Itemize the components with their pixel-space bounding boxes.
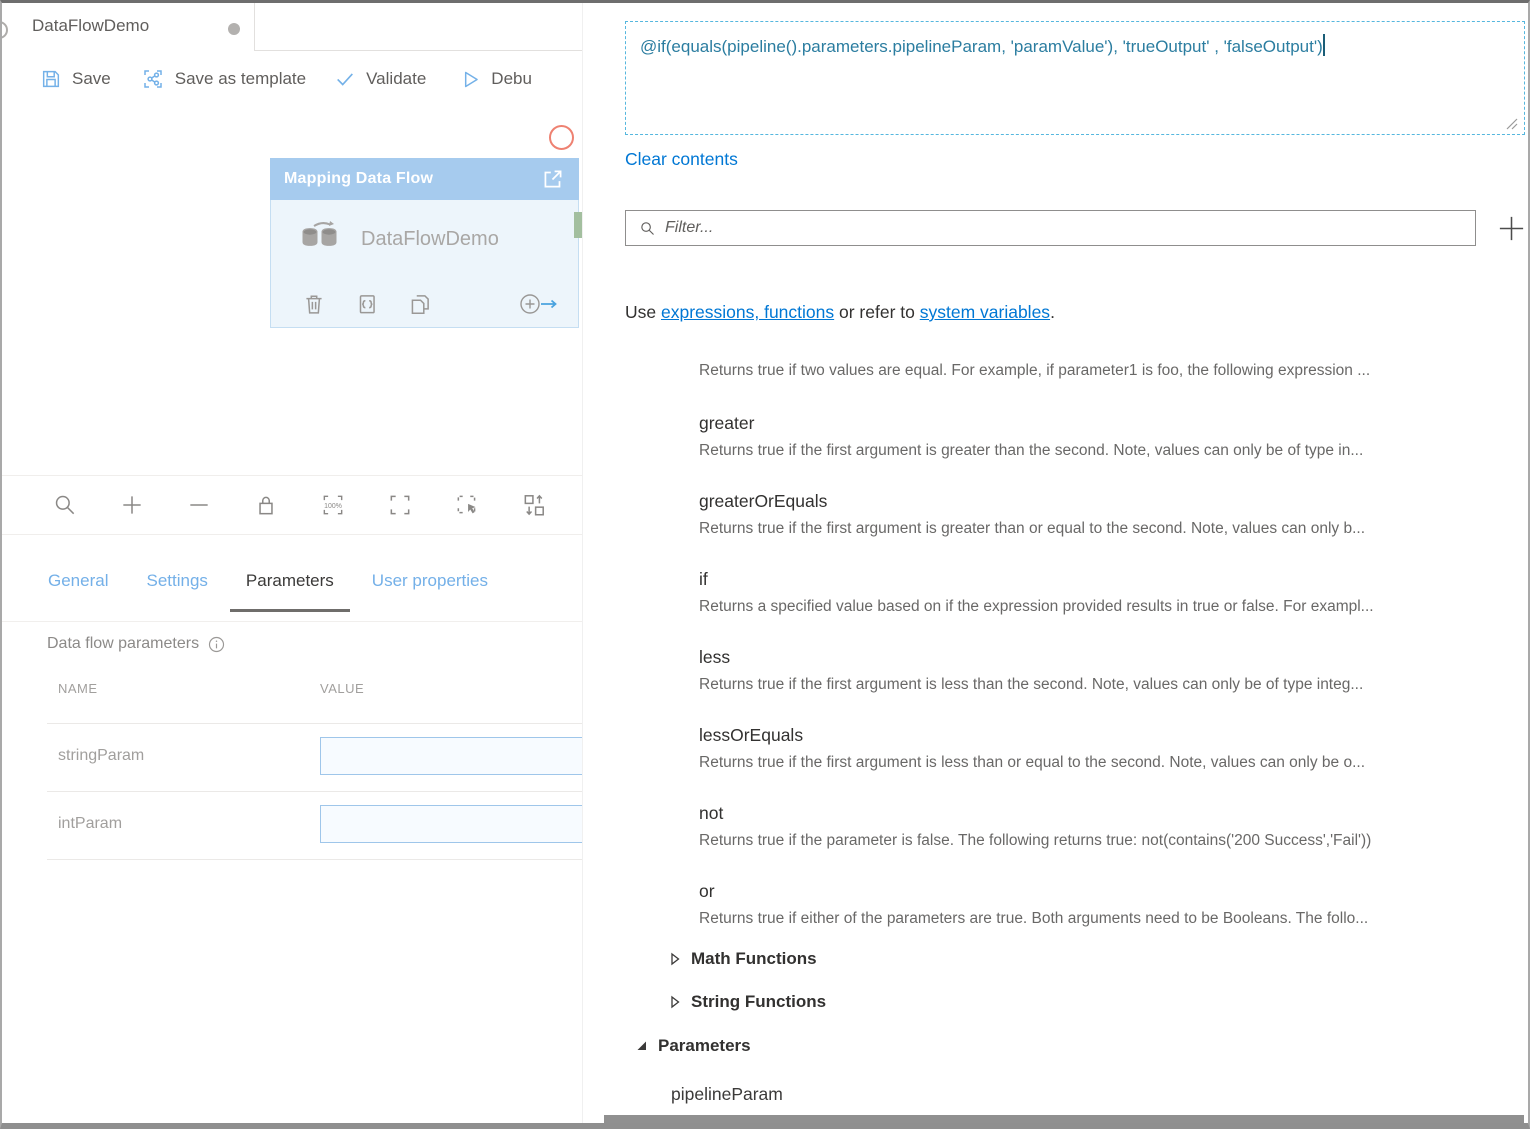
info-icon[interactable] xyxy=(208,636,225,653)
tab-settings[interactable]: Settings xyxy=(146,571,208,590)
function-name: less xyxy=(699,647,731,667)
dynamic-content-panel xyxy=(582,3,1530,1124)
zoom-100-icon[interactable] xyxy=(320,492,346,518)
tab-user-properties[interactable]: User properties xyxy=(371,571,489,590)
plus-icon xyxy=(1496,213,1527,244)
expression-text: @if(equals(pipeline().parameters.pipelineParam, 'paramValue'), 'trueOutput' , 'falseOutput') xyxy=(640,37,1323,56)
function-name: not xyxy=(699,803,724,823)
activity-node-header xyxy=(270,158,579,200)
function-item-greater[interactable] xyxy=(699,412,1511,461)
clear-contents-link[interactable]: Clear contents xyxy=(625,149,738,169)
tab-status-icon xyxy=(2,21,8,39)
function-name: lessOrEquals xyxy=(699,725,804,745)
help-line xyxy=(625,302,1055,323)
save-button[interactable] xyxy=(40,68,111,90)
tab-general[interactable]: General xyxy=(48,571,109,590)
function-desc: Returns true if the first argument is greater than the second. Note, values can only be of type in... xyxy=(699,442,1364,459)
section-label: Parameters xyxy=(658,1036,751,1055)
table-divider xyxy=(47,791,582,792)
function-name: or xyxy=(699,881,715,901)
table-divider xyxy=(47,723,582,724)
dataflow-icon xyxy=(297,220,343,259)
delete-activity-button[interactable] xyxy=(301,291,327,317)
col-header-value: VALUE xyxy=(320,681,365,696)
function-item-equals[interactable] xyxy=(699,360,1511,381)
section-label: String Functions xyxy=(691,992,827,1011)
section-string-functions[interactable] xyxy=(669,992,826,1012)
play-icon xyxy=(460,69,481,90)
clone-activity-button[interactable] xyxy=(407,291,433,317)
expressions-functions-link[interactable]: expressions, functions xyxy=(660,302,835,322)
horizontal-scrollbar[interactable] xyxy=(604,1115,1524,1123)
help-prefix: Use xyxy=(625,302,661,322)
search-icon xyxy=(639,220,656,237)
activity-name-label: DataFlowDemo xyxy=(361,228,499,250)
search-icon[interactable] xyxy=(52,492,78,518)
filter-box xyxy=(625,210,1476,246)
expression-editor[interactable] xyxy=(625,21,1525,135)
tab-parameters[interactable]: Parameters xyxy=(230,571,350,612)
function-desc: Returns true if the first argument is less than or equal to the second. Note, values can only be o... xyxy=(699,754,1366,771)
filter-input[interactable] xyxy=(665,211,1475,245)
param-value-input-stringparam[interactable] xyxy=(320,737,582,775)
config-tabs xyxy=(2,535,582,622)
table-divider xyxy=(47,859,582,860)
params-section-title xyxy=(47,635,225,653)
chevron-right-icon xyxy=(669,952,681,966)
section-label: Math Functions xyxy=(691,949,817,968)
function-desc: Returns true if the first argument is less than the second. Note, values can only be of type integ... xyxy=(699,676,1364,693)
help-middle: or refer to xyxy=(834,302,920,322)
function-desc: Returns true if the first argument is greater than or equal to the second. Note, values can only b... xyxy=(699,520,1366,537)
multi-select-icon[interactable] xyxy=(454,492,480,518)
resize-handle-icon[interactable] xyxy=(1505,117,1519,131)
save-as-template-button[interactable] xyxy=(141,67,306,91)
param-row-name: stringParam xyxy=(58,747,145,764)
system-variables-link[interactable]: system variables xyxy=(919,302,1051,322)
add-next-activity-button[interactable] xyxy=(518,291,560,317)
unsaved-dot-icon xyxy=(228,23,240,35)
caret-expanded-icon xyxy=(636,1040,648,1052)
function-item-greaterorequals[interactable] xyxy=(699,490,1511,539)
save-label: Save xyxy=(72,69,111,88)
section-math-functions[interactable] xyxy=(669,949,817,969)
chevron-right-icon xyxy=(669,995,681,1009)
open-dataflow-button[interactable] xyxy=(540,166,566,192)
help-suffix: . xyxy=(1050,302,1055,322)
function-item-less[interactable] xyxy=(699,646,1511,695)
function-name: greater xyxy=(699,413,755,433)
activity-node-mapping-dataflow[interactable] xyxy=(270,158,579,328)
activity-type-label: Mapping Data Flow xyxy=(284,170,434,187)
auto-align-icon[interactable] xyxy=(521,492,547,518)
tab-title: DataFlowDemo xyxy=(32,16,150,35)
section-parameters[interactable] xyxy=(636,1036,751,1056)
function-item-not[interactable] xyxy=(699,802,1511,851)
save-icon xyxy=(40,68,62,90)
activity-node-body xyxy=(270,200,579,328)
validate-button[interactable] xyxy=(334,68,426,90)
lock-icon[interactable] xyxy=(253,492,279,518)
svg-text:100%: 100% xyxy=(324,502,342,510)
activity-code-button[interactable] xyxy=(354,291,380,317)
toolbar xyxy=(2,51,582,107)
connector-circle-icon xyxy=(549,125,574,150)
validate-label: Validate xyxy=(366,69,427,88)
debug-label: Debu xyxy=(491,69,532,88)
params-section-label: Data flow parameters xyxy=(47,635,200,652)
save-as-template-label: Save as template xyxy=(174,69,307,88)
function-desc: Returns true if the parameter is false. The following returns true: not(contains('200 Success','Fail')) xyxy=(699,832,1372,849)
edge-green-fragment xyxy=(574,212,582,238)
param-value-input-intparam[interactable] xyxy=(320,805,582,843)
zoom-out-icon[interactable] xyxy=(186,492,212,518)
add-expression-button[interactable] xyxy=(1493,210,1529,246)
function-name: greaterOrEquals xyxy=(699,491,828,511)
param-row-name: intParam xyxy=(58,815,123,832)
function-name: if xyxy=(699,569,708,589)
authoring-pane xyxy=(2,3,582,1124)
zoom-to-fit-icon[interactable] xyxy=(387,492,413,518)
debug-button[interactable] xyxy=(460,69,532,90)
function-item-or[interactable] xyxy=(699,880,1511,929)
canvas-toolbar xyxy=(2,475,582,535)
checkmark-icon xyxy=(334,68,356,90)
function-item-if[interactable] xyxy=(699,568,1511,617)
function-item-lessorequals[interactable] xyxy=(699,724,1511,773)
save-as-template-icon xyxy=(141,67,165,91)
col-header-name: NAME xyxy=(58,681,98,696)
zoom-in-icon[interactable] xyxy=(119,492,145,518)
function-desc: Returns true if either of the parameters are true. Both arguments need to be Booleans. The follo... xyxy=(699,910,1369,927)
function-desc: Returns a specified value based on if the expression provided results in true or false. For exampl... xyxy=(699,598,1374,615)
tab-dataflowdemo[interactable] xyxy=(2,3,255,51)
tree-item-pipelineparam[interactable]: pipelineParam xyxy=(671,1084,783,1104)
text-cursor xyxy=(1323,34,1325,56)
function-desc: Returns true if two values are equal. For example, if parameter1 is foo, the following expression ... xyxy=(699,362,1371,379)
